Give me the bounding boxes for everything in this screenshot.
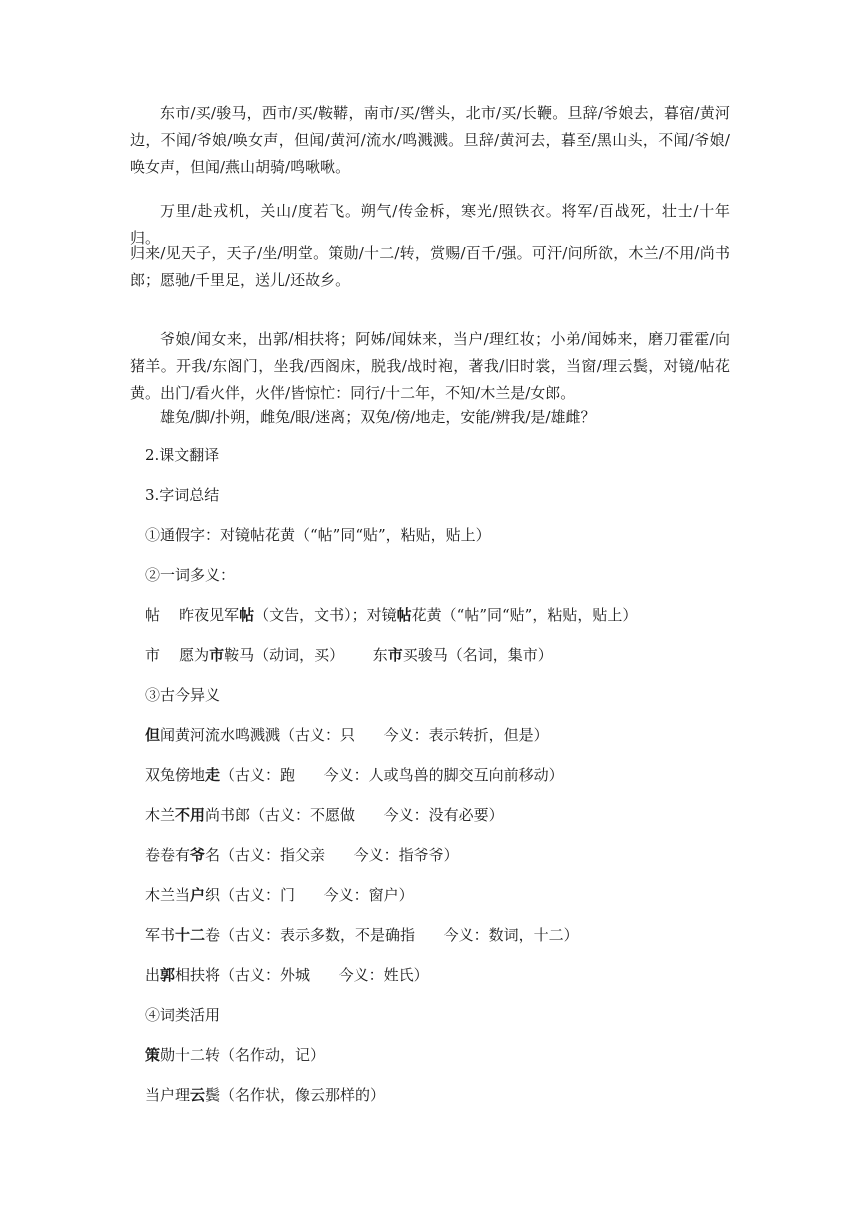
gujin-heading: ③古今异义 <box>145 686 221 704</box>
keyword: 爷 <box>190 846 206 864</box>
polysemy-char: 市 <box>145 646 161 664</box>
keyword: 十二 <box>175 926 206 944</box>
keyword: 市 <box>387 646 403 664</box>
poem-paragraph-2: 万里/赴戎机，关山/度若飞。朔气/传金柝，寒光/照铁衣。将军/百战死，壮士/十年归。 <box>130 202 730 247</box>
gujin-item: 卷卷有爷名（古义：指父亲 今义：指爷爷） <box>145 846 459 864</box>
keyword: 帖 <box>396 606 412 624</box>
polysemy-heading: ②一词多义： <box>145 566 236 584</box>
keyword: 云 <box>190 1086 206 1104</box>
keyword: 市 <box>209 646 225 664</box>
poem-paragraph-3: 归来/见天子，天子/坐/明堂。策勋/十二/转，赏赐/百千/强。可汗/问所欲，木兰/不用/尚书郎；愿驰/千里足，送儿/还故乡。 <box>130 244 730 289</box>
keyword: 帖 <box>239 606 255 624</box>
keyword: 户 <box>190 886 206 904</box>
keyword: 郭 <box>160 966 176 984</box>
poem-paragraph-5: 雄兔/脚/扑朔，雌兔/眼/迷离；双兔/傍/地走，安能/辨我/是/雄雌？ <box>160 408 596 426</box>
section-translation-heading: 2.课文翻译 <box>145 446 220 464</box>
section-summary-heading: 3.字词总结 <box>145 486 220 504</box>
gujin-item: 出郭相扶将（古义：外城 今义：姓氏） <box>145 966 429 984</box>
polysemy-tie-line: 帖 昨夜见军帖（文告，文书）；对镜帖花黄（“帖”同“贴”，粘贴，贴上） <box>145 606 638 624</box>
keyword: 不用 <box>175 806 206 824</box>
poem-paragraph-4: 爷娘/闻女来，出郭/相扶将；阿姊/闻妹来，当户/理红妆；小弟/闻姊来，磨刀霍霍/向猪羊。开我/东阁门，坐我/西阁床，脱我/战时袍，著我/旧时裳，当窗/理云鬓，对镜/帖花黄。出门/看火伴，火伴/皆惊忙：同行/十二年，不知/木兰是/女郎。 <box>130 330 730 402</box>
gujin-item: 军书十二卷（古义：表示多数，不是确指 今义：数词，十二） <box>145 926 579 944</box>
tongjia-line: ①通假字：对镜帖花黄（“帖”同“贴”，粘贴，贴上） <box>145 526 491 544</box>
cilei-item: 当户理云鬓（名作状，像云那样的） <box>145 1086 386 1104</box>
keyword: 策 <box>145 1046 161 1064</box>
polysemy-char: 帖 <box>145 606 161 624</box>
gujin-item: 但闻黄河流水鸣溅溅（古义：只 今义：表示转折，但是） <box>145 726 549 744</box>
keyword: 走 <box>205 766 221 784</box>
gujin-item: 木兰不用尚书郎（古义：不愿做 今义：没有必要） <box>145 806 504 824</box>
poem-paragraph-1: 东市/买/骏马，西市/买/鞍鞯，南市/买/辔头，北市/买/长鞭。旦辞/爷娘去，暮宿/黄河边，不闻/爷娘/唤女声，但闻/黄河/流水/鸣溅溅。旦辞/黄河去，暮至/黑山头，不闻/爷娘/唤女声，但闻/燕山胡骑/鸣啾啾。 <box>130 104 730 176</box>
gujin-item: 木兰当户织（古义：门 今义：窗户） <box>145 886 414 904</box>
polysemy-shi-line: 市 愿为市鞍马（动词，买） 东市买骏马（名词，集市） <box>145 646 553 664</box>
keyword: 但 <box>145 726 161 744</box>
cilei-heading: ④词类活用 <box>145 1006 221 1024</box>
gujin-item: 双兔傍地走（古义：跑 今义：人或鸟兽的脚交互向前移动） <box>145 766 564 784</box>
cilei-item: 策勋十二转（名作动，记） <box>145 1046 326 1064</box>
